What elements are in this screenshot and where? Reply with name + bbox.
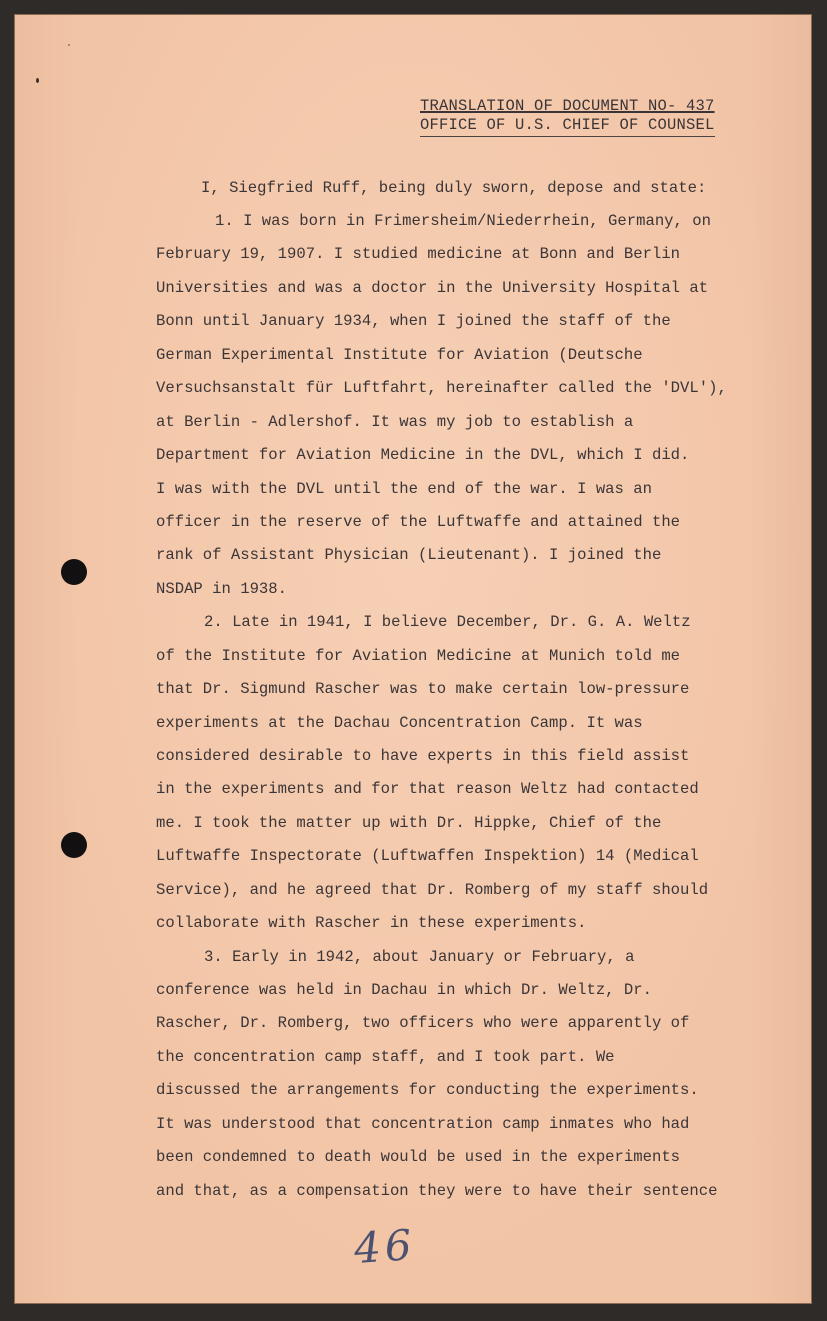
text-line: that Dr. Sigmund Rascher was to make certain low-pressure (156, 680, 690, 698)
text-line: conference was held in Dachau in which Dr. Weltz, Dr. (156, 981, 652, 999)
text-line: in the experiments and for that reason Weltz had contacted (156, 780, 699, 798)
text-line: Service), and he agreed that Dr. Romberg of my staff should (156, 881, 709, 899)
document-header (420, 97, 715, 137)
text-line: Versuchsanstalt für Luftfahrt, hereinafter called the 'DVL'), (156, 379, 727, 397)
text-line: I, Siegfried Ruff, being duly sworn, depose and state: (201, 179, 707, 197)
text-line: considered desirable to have experts in this field assist (156, 747, 690, 765)
text-line: Department for Aviation Medicine in the DVL, which I did. (156, 446, 690, 464)
text-line: experiments at the Dachau Concentration Camp. It was (156, 714, 643, 732)
text-line: collaborate with Rascher in these experiments. (156, 914, 587, 932)
text-line: Universities and was a doctor in the University Hospital at (156, 279, 709, 297)
text-line: officer in the reserve of the Luftwaffe and attained the (156, 513, 681, 531)
header-office-line: OFFICE OF U.S. CHIEF OF COUNSEL (420, 116, 715, 137)
text-line: It was understood that concentration camp inmates who had (156, 1115, 690, 1133)
ink-speck (68, 44, 70, 46)
punch-hole-top (61, 559, 87, 585)
text-line: me. I took the matter up with Dr. Hippke, Chief of the (156, 814, 662, 832)
punch-hole-bottom (61, 832, 87, 858)
text-line: the concentration camp staff, and I took part. We (156, 1048, 615, 1066)
text-line: NSDAP in 1938. (156, 580, 288, 598)
text-line: at Berlin - Adlershof. It was my job to establish a (156, 413, 634, 431)
text-line: 2. Late in 1941, I believe December, Dr. G. A. Weltz (204, 613, 691, 631)
text-line: I was with the DVL until the end of the war. I was an (156, 480, 652, 498)
text-line: Rascher, Dr. Romberg, two officers who were apparently of (156, 1014, 690, 1032)
header-translation-line: TRANSLATION OF DOCUMENT NO- 437 (420, 97, 715, 115)
ink-speck (36, 78, 39, 83)
text-line: February 19, 1907. I studied medicine at Bonn and Berlin (156, 245, 681, 263)
text-line: Luftwaffe Inspectorate (Luftwaffen Inspektion) 14 (Medical (156, 847, 699, 865)
text-line: rank of Assistant Physician (Lieutenant). I joined the (156, 546, 662, 564)
text-line: and that, as a compensation they were to have their sentence (156, 1182, 718, 1200)
text-line: German Experimental Institute for Aviation (Deutsche (156, 346, 643, 364)
text-line: discussed the arrangements for conducting the experiments. (156, 1081, 699, 1099)
text-line: 1. I was born in Frimersheim/Niederrhein, Germany, on (215, 212, 711, 230)
text-line: Bonn until January 1934, when I joined the staff of the (156, 312, 671, 330)
text-line: 3. Early in 1942, about January or February, a (204, 948, 635, 966)
handwritten-page-number: 46 (352, 1219, 418, 1274)
text-line: been condemned to death would be used in the experiments (156, 1148, 681, 1166)
text-line: of the Institute for Aviation Medicine at Munich told me (156, 647, 681, 665)
